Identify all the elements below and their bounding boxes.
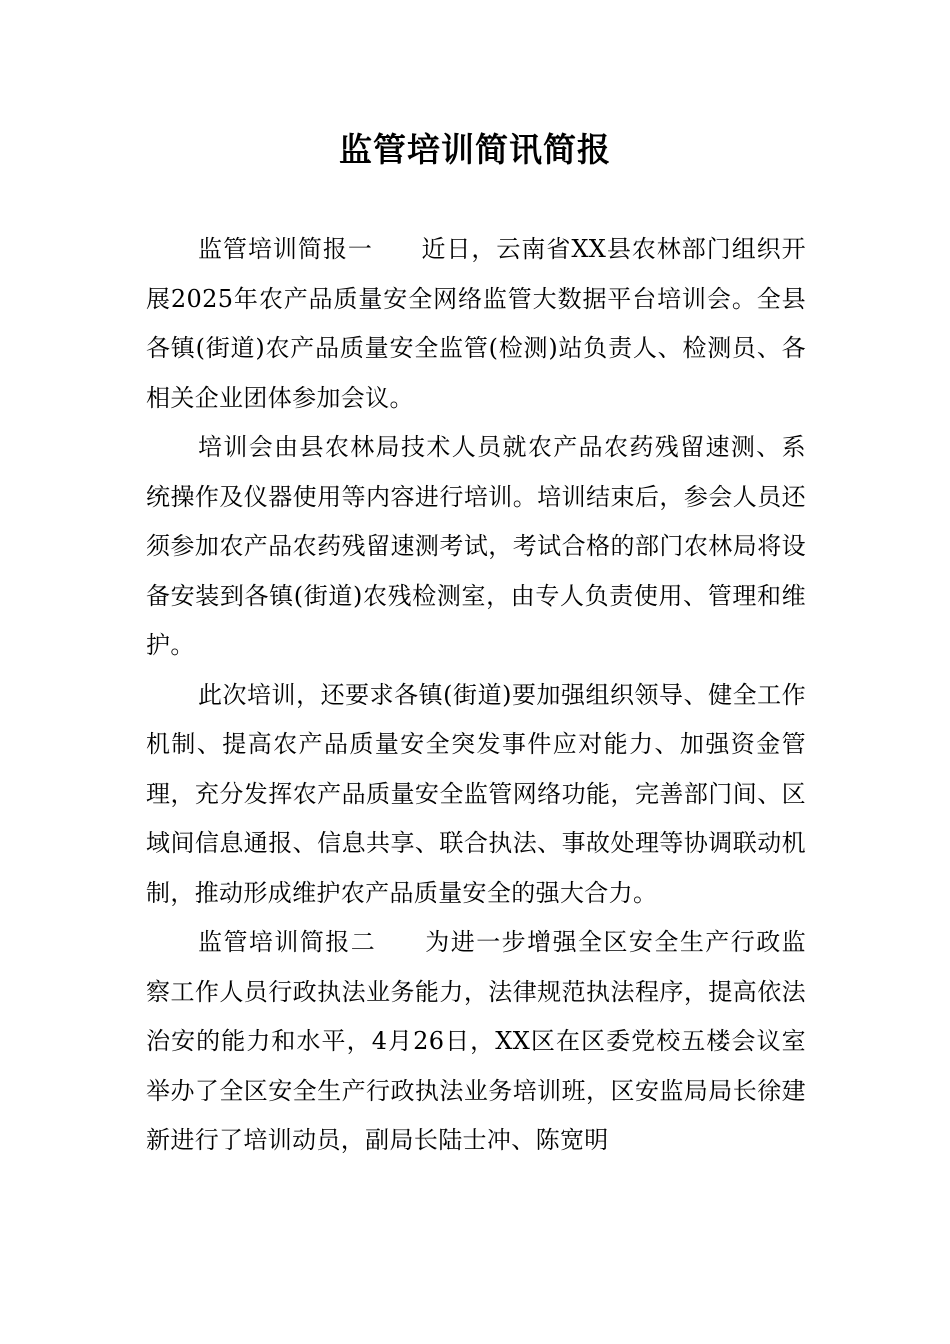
paragraph-3 bbox=[146, 671, 806, 919]
paragraph-3-text: 此次培训，还要求各镇(街道)要加强组织领导、健全工作机制、提高农产品质量安全突发事件应对能力、加强资金管理，充分发挥农产品质量安全监管网络功能，完善部门间、区域间信息通报、信息共享、联合执法、事故处理等协调联动机制，推动形成维护农产品质量安全的强大合力。 bbox=[146, 680, 806, 907]
paragraph-1 bbox=[146, 225, 806, 423]
paragraph-2-text: 培训会由县农林局技术人员就农产品农药残留速测、系统操作及仪器使用等内容进行培训。培训结束后，参会人员还须参加农产品农药残留速测考试，考试合格的部门农林局将设备安装到各镇(街道)农残检测室，由专人负责使用、管理和维护。 bbox=[146, 433, 806, 659]
paragraph-4 bbox=[146, 918, 806, 1166]
paragraph-2 bbox=[146, 423, 806, 671]
document-body bbox=[146, 225, 806, 1166]
section-lead-2: 监管培训简报二 bbox=[198, 928, 377, 956]
section-lead-1: 监管培训简报一 bbox=[198, 235, 373, 263]
paragraph-4-text: 为进一步增强全区安全生产行政监察工作人员行政执法业务能力，法律规范执法程序，提高依法治安的能力和水平，4月26日，XX区在区委党校五楼会议室举办了全区安全生产行政执法业务培训班，区安监局局长徐建新进行了培训动员，副局长陆士冲、陈宽明 bbox=[146, 928, 807, 1154]
document-title: 监管培训简讯简报 bbox=[339, 130, 611, 169]
paragraph-1-text: 近日，云南省XX县农林部门组织开展2025年农产品质量安全网络监管大数据平台培训会。全县各镇(街道)农产品质量安全监管(检测)站负责人、检测员、各相关企业团体参加会议。 bbox=[146, 235, 807, 412]
